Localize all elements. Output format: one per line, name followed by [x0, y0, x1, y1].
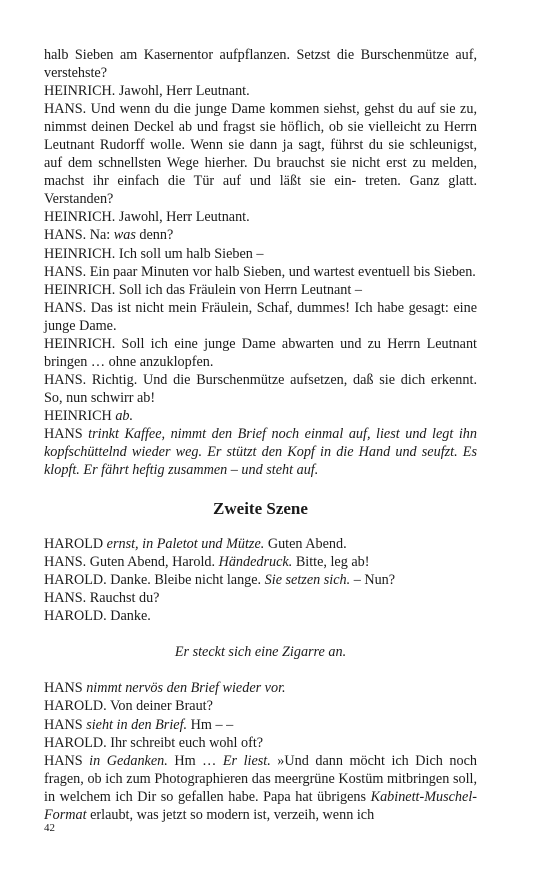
line-text: Ich soll um halb Sieben –	[115, 245, 264, 262]
dialogue-line	[44, 734, 477, 752]
line-text: Hm – –	[187, 716, 234, 733]
speaker-name: HAROLD.	[44, 572, 107, 589]
speaker-name: HANS.	[44, 101, 87, 118]
speaker-name: HEINRICH.	[44, 83, 116, 100]
line-text: Jawohl, Herr Leutnant.	[115, 209, 250, 226]
dialogue-line	[44, 208, 477, 226]
dialogue-line	[44, 535, 477, 553]
line-text: Soll ich das Fräulein von Herrn Leutnant –	[115, 281, 362, 298]
speaker-name: HAROLD.	[44, 608, 107, 625]
stage-direction: was	[113, 227, 136, 244]
line-text: halb Sieben am Kasernentor aufpflanzen. Setzst die Burschenmütze auf, verstehste?	[44, 47, 477, 82]
dialogue-line	[44, 407, 477, 425]
line-text: »Und dann möcht ich Dich noch fragen, ob ich zum Photographieren das meergrüne Kostüm mitbringen soll, in welchem ich Dir so gefallen habe. Papa hat übrigens	[44, 752, 477, 805]
line-text: Bitte, leg ab!	[292, 554, 370, 571]
line-text: erlaubt, was jetzt so modern ist, verzeih, wenn ich	[86, 806, 375, 823]
scene-one-dialogue	[44, 46, 477, 479]
line-text: – Nun?	[350, 572, 396, 589]
stage-direction: in Gedanken.	[82, 752, 168, 769]
page-number: 42	[44, 822, 55, 834]
scene-heading: Zweite Szene	[213, 499, 308, 519]
speaker-name: HANS	[44, 425, 83, 442]
speaker-name: HANS.	[44, 263, 87, 280]
stage-direction: Er liest.	[222, 752, 271, 769]
speaker-name: HANS	[44, 716, 83, 733]
stage-direction: sieht in den Brief.	[82, 716, 188, 733]
dialogue-line	[44, 100, 477, 208]
line-text: denn?	[135, 227, 174, 244]
line-text: Soll ich eine junge Dame abwarten und zu Herrn Leutnant bringen … ohne anzuklopfen.	[44, 335, 477, 370]
speaker-name: HANS	[44, 752, 83, 769]
dialogue-line	[44, 226, 477, 244]
dialogue-line	[44, 46, 477, 82]
stage-direction-centered: Er steckt sich eine Zigarre an.	[174, 644, 347, 661]
line-text: Guten Abend.	[264, 536, 347, 553]
stage-direction: Händedruck.	[218, 554, 293, 571]
speaker-name: HEINRICH.	[44, 209, 116, 226]
dialogue-line	[44, 82, 477, 100]
stage-direction: trinkt Kaffee, nimmt den Brief noch einmal auf, liest und legt ihn kopfschüttelnd wieder weg. Er stützt den Kopf in die Hand und seufzt. Es klopft. Er fährt heftig zusammen – und steht auf.	[44, 425, 477, 479]
dialogue-line	[44, 589, 477, 607]
dialogue-line	[44, 335, 477, 371]
speaker-name: HAROLD	[44, 536, 104, 553]
emphasis-text: Kabinett-Muschel-Format	[44, 788, 477, 823]
line-text: Na:	[86, 227, 114, 244]
line-text: Hm …	[167, 752, 223, 769]
line-text: Richtig. Und die Burschenmütze aufsetzen, daß sie dich erkennt. So, nun schwirr ab!	[44, 371, 477, 406]
dialogue-line	[44, 752, 477, 824]
stage-direction: ernst, in Paletot und Mütze.	[103, 536, 265, 553]
line-text: Von deiner Braut?	[106, 698, 213, 715]
line-text: Danke. Bleibe nicht lange.	[106, 572, 265, 589]
speaker-name: HANS.	[44, 590, 87, 607]
dialogue-line	[44, 553, 477, 571]
scene-two-dialogue-part-one	[44, 535, 477, 625]
dialogue-line	[44, 299, 477, 335]
stage-direction: ab.	[111, 407, 134, 424]
speaker-name: HEINRICH.	[44, 281, 116, 298]
line-text: Danke.	[106, 608, 151, 625]
dialogue-line	[44, 679, 477, 697]
line-text: Guten Abend, Harold.	[86, 554, 219, 571]
speaker-name: HANS.	[44, 371, 87, 388]
speaker-name: HAROLD.	[44, 734, 107, 751]
dialogue-line	[44, 571, 477, 589]
speaker-name: HAROLD.	[44, 698, 107, 715]
dialogue-line	[44, 245, 477, 263]
speaker-name: HANS.	[44, 554, 87, 571]
speaker-name: HANS.	[44, 299, 87, 316]
dialogue-line	[44, 371, 477, 407]
dialogue-line	[44, 607, 477, 625]
dialogue-line	[44, 697, 477, 715]
dialogue-line	[44, 716, 477, 734]
scene-two-dialogue-part-two	[44, 679, 477, 823]
line-text: Jawohl, Herr Leutnant.	[115, 83, 250, 100]
dialogue-line	[44, 281, 477, 299]
speaker-name: HANS	[44, 680, 83, 697]
line-text: Rauchst du?	[86, 590, 160, 607]
speaker-name: HEINRICH	[44, 407, 112, 424]
stage-direction: Sie setzen sich.	[264, 572, 351, 589]
line-text: Und wenn du die junge Dame kommen siehst, gehst du auf sie zu, nimmst deinen Deckel ab und fragst sie höflich, ob sie vielleicht zu Herrn Leutnant Rudorff wolle. Wenn sie dann ja sagt, führst du sie schleunigst, auf dem schnellsten Wege hierher. Du brauchst sie nicht erst zu melden, machst ihr einfach die Tür auf und läßt sie ein- treten. Ganz glatt. Verstanden?	[44, 101, 477, 208]
line-text: Ein paar Minuten vor halb Sieben, und wartest eventuell bis Sieben.	[86, 263, 476, 280]
page-body	[44, 46, 477, 824]
dialogue-line	[44, 425, 477, 479]
stage-direction: nimmt nervös den Brief wieder vor.	[82, 680, 286, 697]
dialogue-line	[44, 263, 477, 281]
speaker-name: HEINRICH.	[44, 245, 116, 262]
speaker-name: HANS.	[44, 227, 87, 244]
line-text: Ihr schreibt euch wohl oft?	[106, 734, 264, 751]
speaker-name: HEINRICH.	[44, 335, 116, 352]
line-text: Das ist nicht mein Fräulein, Schaf, dummes! Ich habe gesagt: eine junge Dame.	[44, 299, 477, 334]
